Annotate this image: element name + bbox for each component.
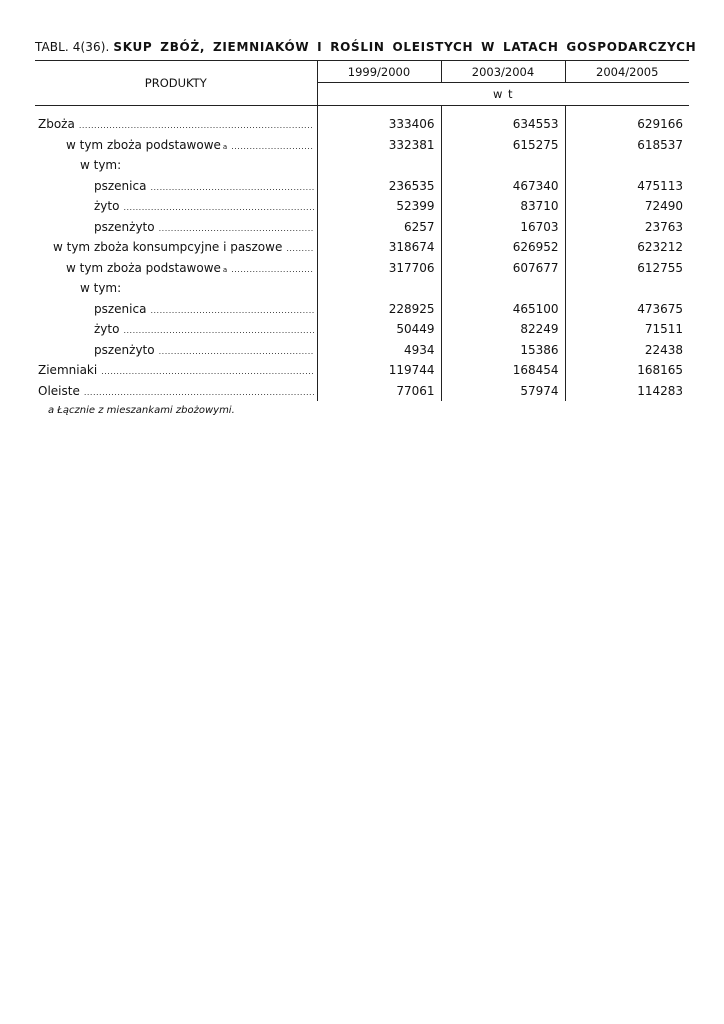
value-cell: 615275 [441,135,565,156]
footnote-marker: a [222,265,228,274]
table-row [35,176,689,197]
value-cell: 83710 [441,196,565,217]
value-cell [317,155,441,176]
leader-dots [159,224,314,233]
row-label-cell [35,258,317,279]
leader-dots [101,367,313,376]
value-cell: 82249 [441,319,565,340]
value-cell: 119744 [317,360,441,381]
table-row [35,217,689,238]
value-cell: 16703 [441,217,565,238]
row-label: w tym: [80,158,122,173]
value-cell: 618537 [637,137,683,152]
table-row [35,135,689,156]
row-label: w tym zboża konsumpcyjne i paszowe [53,240,283,255]
value-cell [565,278,689,299]
table-row [35,237,689,258]
row-label: w tym: [80,281,122,296]
header-year: 2003/2004 [441,61,565,83]
leader-dots [79,121,314,130]
leader-dots [123,203,313,212]
value-cell: 114283 [637,383,683,398]
table-row [35,299,689,320]
table-body [35,106,689,402]
row-label-cell [35,381,317,402]
value-cell: 465100 [441,299,565,320]
row-label: żyto [94,322,120,337]
value-cell: 626952 [441,237,565,258]
header-year: 2004/2005 [565,61,689,83]
value-cell: 475113 [637,178,683,193]
value-cell: 15386 [441,340,565,361]
value-cell: 72490 [644,199,683,214]
value-cell: 77061 [317,381,441,402]
value-cell: 71511 [644,322,683,337]
row-label: pszenżyto [94,342,155,357]
table-title [35,40,697,54]
header-year: 1999/2000 [317,61,441,83]
row-label-cell [35,196,317,217]
table-row [35,319,689,340]
value-cell: 228925 [317,299,441,320]
row-label: żyto [94,199,120,214]
value-cell [441,278,565,299]
footnote: a Łącznie z mieszankami zbożowymi. [48,405,235,416]
leader-dots [286,244,313,253]
value-cell: 332381 [317,135,441,156]
row-label: pszenżyto [94,219,155,234]
row-label-cell [35,299,317,320]
row-label-cell [35,360,317,381]
table-row [35,196,689,217]
leader-dots [150,306,313,315]
row-label-cell [35,135,317,156]
leader-dots [159,347,314,356]
value-cell [441,155,565,176]
value-cell: 629166 [637,117,683,132]
row-label: Zboża [38,117,75,132]
value-cell: 168165 [637,363,683,378]
row-label: pszenica [94,301,147,316]
table-code: TABL. 4(36). [35,40,110,54]
value-cell [317,278,441,299]
table-title-text: SKUP ZBÓŻ, ZIEMNIAKÓW I ROŚLIN OLEISTYCH W LATACH GOSPODARCZYCH [113,40,697,54]
value-cell: 612755 [637,260,683,275]
value-cell: 22438 [644,342,683,357]
value-cell: 52399 [317,196,441,217]
row-label: w tym zboża podstawowe [66,137,221,152]
row-label-cell [35,237,317,258]
row-label-cell [35,340,317,361]
table-row [35,360,689,381]
header-products: PRODUKTY [35,61,317,106]
row-label-cell [35,176,317,197]
table-row [35,381,689,402]
value-cell: 50449 [317,319,441,340]
leader-dots [231,142,313,151]
row-label-cell [35,155,317,176]
row-label-cell [35,106,317,135]
value-cell: 6257 [317,217,441,238]
data-table [35,60,689,401]
table-row [35,106,689,135]
row-label-cell [35,217,317,238]
footnote-marker: a [222,142,228,151]
value-cell: 623212 [637,240,683,255]
value-cell: 4934 [317,340,441,361]
value-cell: 467340 [441,176,565,197]
row-label-cell [35,278,317,299]
row-label: w tym zboża podstawowe [66,260,221,275]
value-cell: 317706 [317,258,441,279]
table-row [35,278,689,299]
header-unit: w t [317,83,689,106]
value-cell: 57974 [441,381,565,402]
value-cell: 607677 [441,258,565,279]
row-label: pszenica [94,178,147,193]
row-label: Ziemniaki [38,363,98,378]
leader-dots [150,183,313,192]
value-cell: 473675 [637,301,683,316]
row-label-cell [35,319,317,340]
value-cell [565,155,689,176]
leader-dots [84,388,314,397]
table-row [35,258,689,279]
table-row [35,340,689,361]
leader-dots [123,326,313,335]
value-cell: 168454 [441,360,565,381]
table-row [35,155,689,176]
value-cell: 23763 [644,219,683,234]
leader-dots [231,265,313,274]
row-label: Oleiste [38,383,80,398]
value-cell: 333406 [317,106,441,135]
value-cell: 236535 [317,176,441,197]
value-cell: 318674 [317,237,441,258]
value-cell: 634553 [441,106,565,135]
